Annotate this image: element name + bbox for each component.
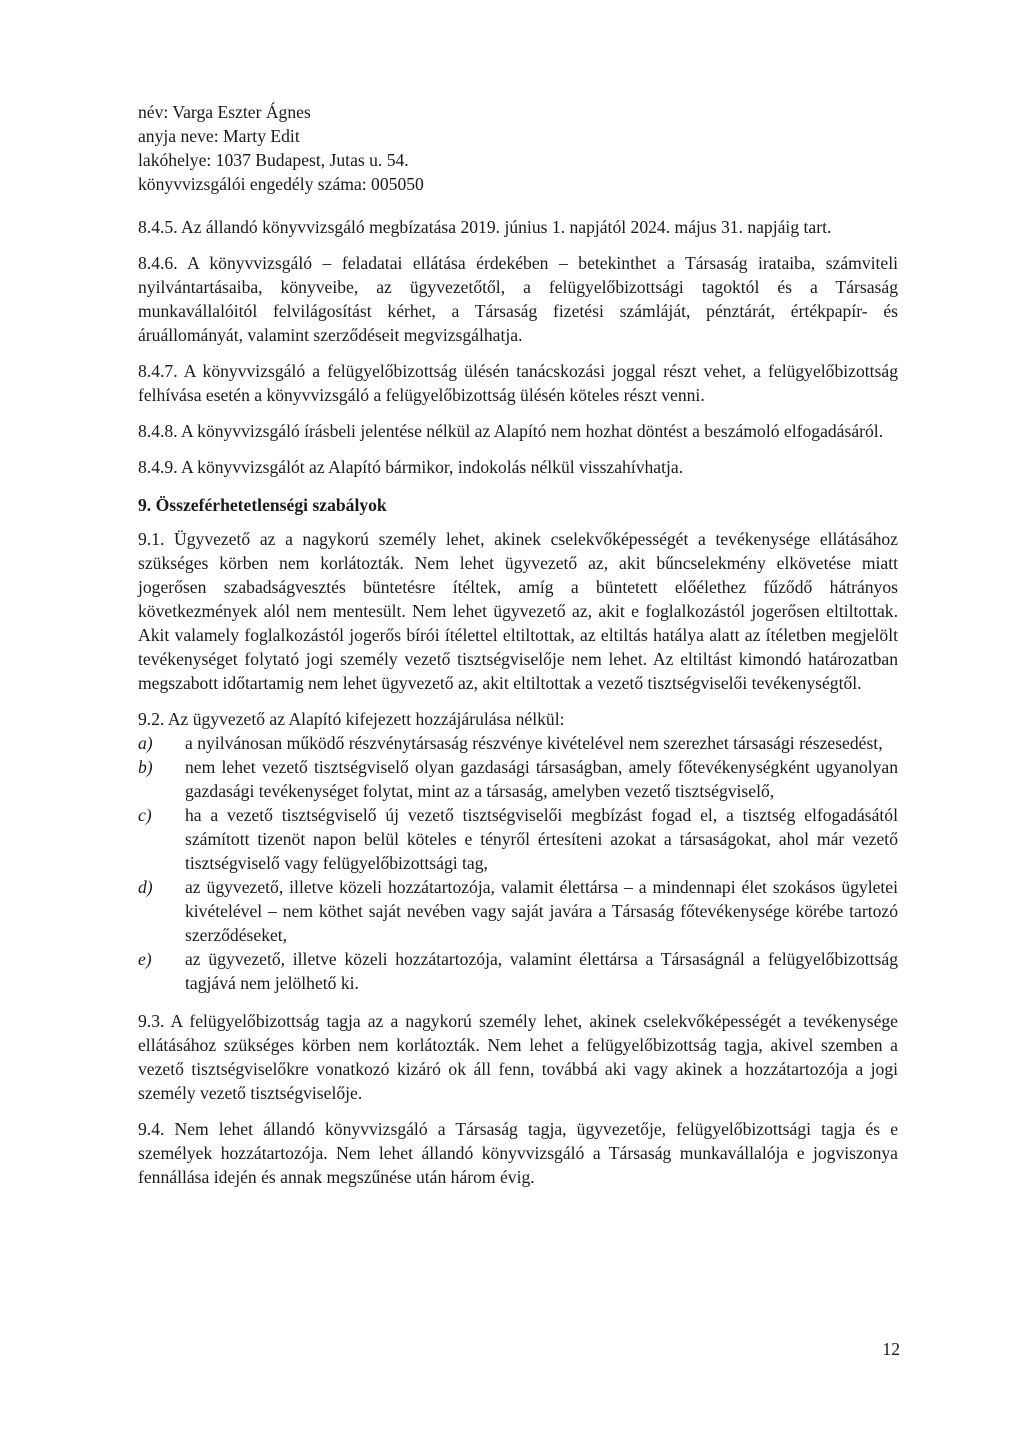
list-item-text: ha a vezető tisztségviselő új vezető tisztségviselői megbízást fogad el, a tisztség elfogadásától számított tizenöt napon belül köteles e tényről értesíteni azokat a társaságokat, ahol már vezető tisztségviselő vagy felügyelőbizottsági tag, xyxy=(185,805,898,873)
paragraph-9-1: 9.1. Ügyvezető az a nagykorú személy lehet, akinek cselekvőképességét a tevékenysége ellátásához szükséges körben nem korlátozták. Nem lehet ügyvezető az, akit bűncselekmény elkövetése miatt jogerősen szabadságvesztés büntetésre ítéltek, amíg a büntetett előélethez fűződő hátrányos következmények alól nem mentesült. Nem lehet ügyvezető az, akit e foglalkozástól jogerősen eltiltottak. Akit valamely foglalkozástól jogerős bírói ítélettel eltiltottak, az eltiltás hatálya alatt az ítéletben megjelölt tevékenységet folytató jogi személy vezető tisztségviselője nem lehet. Az eltiltást kimondó határozatban megszabott időtartamig nem lehet ügyvezető az, akit eltiltottak a vezető tisztségviselői tevékenységtől. xyxy=(138,529,898,693)
paragraph-8-4-6: 8.4.6. A könyvvizsgáló – feladatai ellátása érdekében – betekinthet a Társaság irataiba, számviteli nyilvántartásaiba, könyveibe, az ügyvezetőtől, a felügyelőbizottsági tagoktól és a Társaság munkavállalóitól felvilágosítást kérhet, a Társaság fizetési számláját, pénztárát, értékpapír- és áruállományát, valamint szerződéseit megvizsgálhatja. xyxy=(138,253,898,345)
paragraph-9-3: 9.3. A felügyelőbizottság tagja az a nagykorú személy lehet, akinek cselekvőképességét a tevékenysége ellátásához szükséges körben nem korlátozták. Nem lehet a felügyelőbizottság tagja, akivel szemben a vezető tisztségviselőkre vonatkozó kizáró ok áll fenn, továbbá aki vagy akinek a hozzátartozója a jogi személy vezető tisztségviselője. xyxy=(138,1011,898,1103)
auditor-license-line: könyvvizsgálói engedély száma: 005050 xyxy=(138,174,424,194)
section-heading-9: 9. Összeférhetetlenségi szabályok xyxy=(138,495,387,515)
list-item-marker: b) xyxy=(138,757,153,777)
page-number: 12 xyxy=(882,1339,900,1359)
list-item-text: az ügyvezető, illetve közeli hozzátartozója, valamit élettársa – a mindennapi élet szokásos ügyletei kivételével – nem köthet saját nevében vagy saját javára a Társaság főtevékenysége körébe tartozó szerződéseket, xyxy=(185,877,898,945)
list-item-marker: a) xyxy=(138,733,153,753)
auditor-address-line: lakóhelye: 1037 Budapest, Jutas u. 54. xyxy=(138,150,409,170)
list-item-marker: e) xyxy=(138,949,152,969)
paragraph-8-4-8: 8.4.8. A könyvvizsgáló írásbeli jelentése nélkül az Alapító nem hozhat döntést a beszámoló elfogadásáról. xyxy=(138,421,884,441)
auditor-name-line: név: Varga Eszter Ágnes xyxy=(138,102,311,122)
list-item xyxy=(138,803,898,875)
list-item xyxy=(138,755,898,803)
list-item xyxy=(138,731,898,755)
auditor-mother-name-line: anyja neve: Marty Edit xyxy=(138,126,300,146)
paragraph-8-4-7: 8.4.7. A könyvvizsgáló a felügyelőbizottság ülésén tanácskozási joggal részt vehet, a felügyelőbizottság felhívása esetén a könyvvizsgáló a felügyelőbizottság ülésén köteles részt venni. xyxy=(138,361,898,405)
list-item-marker: d) xyxy=(138,877,153,897)
list-item-marker: c) xyxy=(138,805,152,825)
list-9-2 xyxy=(138,731,898,995)
list-item-text: nem lehet vezető tisztségviselő olyan gazdasági társaságban, amely főtevékenységként ugyanolyan gazdasági tevékenységet folytat, mint az a társaság, amelyben vezető tisztségviselő, xyxy=(185,757,898,801)
list-item xyxy=(138,875,898,947)
paragraph-8-4-9: 8.4.9. A könyvvizsgálót az Alapító bármikor, indokolás nélkül visszahívhatja. xyxy=(138,457,684,477)
paragraph-9-4: 9.4. Nem lehet állandó könyvvizsgáló a Társaság tagja, ügyvezetője, felügyelőbizottsági tagja és e személyek hozzátartozója. Nem lehet állandó könyvvizsgáló a Társaság munkavállalója e jogviszonya fennállása idején és annak megszűnése után három évig. xyxy=(138,1119,898,1187)
list-item xyxy=(138,947,898,995)
list-item-text: az ügyvezető, illetve közeli hozzátartozója, valamint élettársa a Társaságnál a felügyelőbizottság tagjává nem jelölhető ki. xyxy=(185,949,898,993)
paragraph-9-2-intro: 9.2. Az ügyvezető az Alapító kifejezett hozzájárulása nélkül: xyxy=(138,709,565,729)
list-item-text: a nyilvánosan működő részvénytársaság részvénye kivételével nem szerezhet társasági részesedést, xyxy=(185,733,883,753)
paragraph-8-4-5: 8.4.5. Az állandó könyvvizsgáló megbízatása 2019. június 1. napjától 2024. május 31. napjáig tart. xyxy=(138,217,832,237)
document-page xyxy=(138,100,898,1201)
auditor-details xyxy=(138,100,898,196)
